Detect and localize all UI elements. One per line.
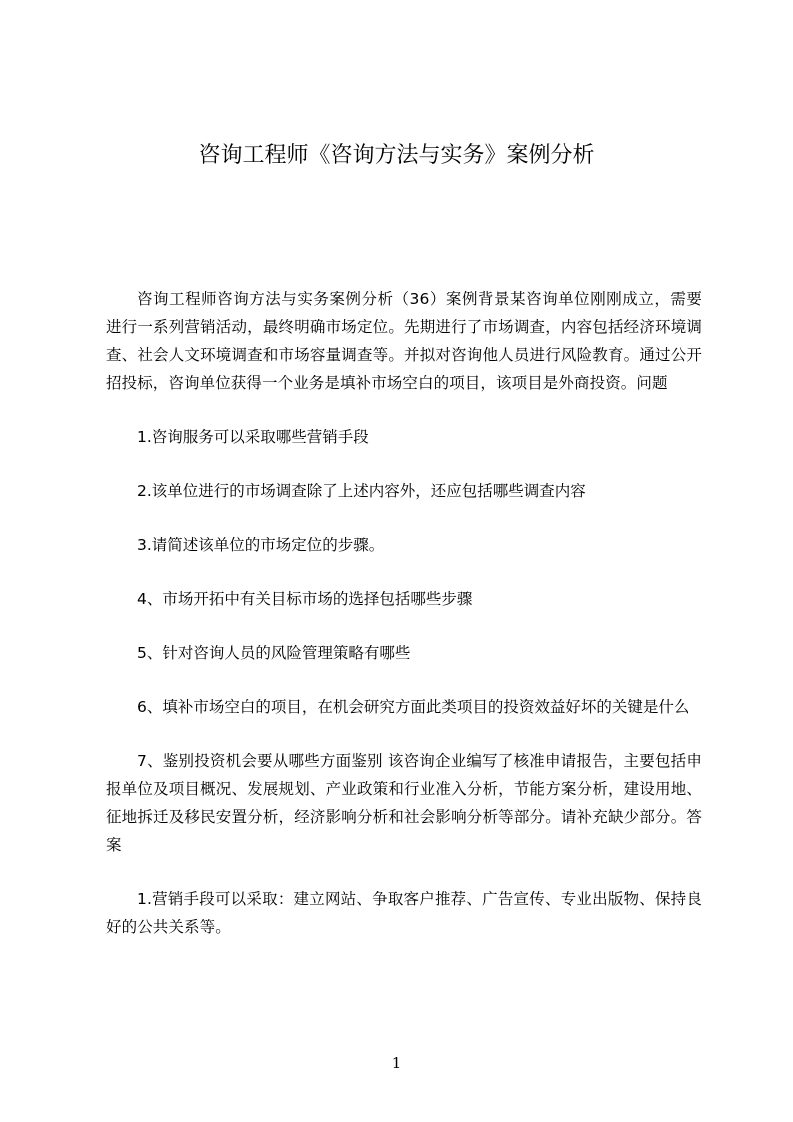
question-4: 4、市场开拓中有关目标市场的选择包括哪些步骤 [137, 590, 473, 608]
page-number: 1 [391, 1054, 402, 1072]
question-3: 3.请简述该单位的市场定位的步骤。 [137, 536, 385, 554]
question-5: 5、针对咨询人员的风险管理策略有哪些 [137, 644, 411, 662]
page-title: 咨询工程师《咨询方法与实务》案例分析 [198, 143, 595, 168]
question-2: 2.该单位进行的市场调查除了上述内容外，还应包括哪些调查内容 [137, 482, 586, 500]
question-1: 1.咨询服务可以采取哪些营销手段 [137, 428, 369, 446]
question-6: 6、填补市场空白的项目，在机会研究方面此类项目的投资效益好坏的关键是什么 [137, 698, 690, 716]
answer-1-paragraph: 1.营销手段可以采取：建立网站、争取客户推荐、广告宣传、专业出版物、保持良好的公共关系等。 [106, 890, 702, 936]
question-7-paragraph: 7、鉴别投资机会要从哪些方面鉴别 该咨询企业编写了核准申请报告，主要包括申报单位及项目概况、发展规划、产业政策和行业准入分析，节能方案分析，建设用地、征地拆迁及移民安置分析，经济影响分析和社会影响分析等部分。请补充缺少部分。答案 [106, 752, 702, 854]
intro-paragraph: 咨询工程师咨询方法与实务案例分析（36）案例背景某咨询单位刚刚成立，需要进行一系列营销活动，最终明确市场定位。先期进行了市场调查，内容包括经济环境调查、社会人文环境调查和市场容量调查等。并拟对咨询他人员进行风险教育。通过公开招投标，咨询单位获得一个业务是填补市场空白的项目，该项目是外商投资。问题 [106, 290, 702, 392]
document-body [106, 285, 702, 941]
